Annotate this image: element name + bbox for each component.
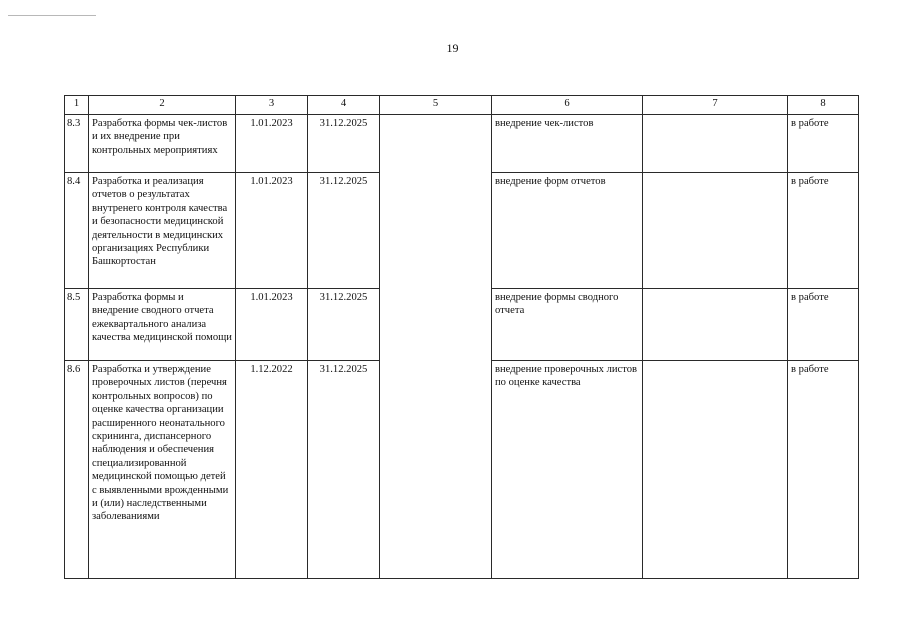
row-col7 [643, 289, 788, 361]
row-status: в работе [788, 115, 859, 173]
row-col7 [643, 173, 788, 289]
col-header-2: 2 [89, 96, 236, 115]
row-start-date: 1.01.2023 [236, 115, 308, 173]
row-result: внедрение формы сводного отчета [492, 289, 643, 361]
row-number: 8.4 [65, 173, 89, 289]
row-number: 8.5 [65, 289, 89, 361]
row-status: в работе [788, 289, 859, 361]
row-end-date: 31.12.2025 [308, 115, 380, 173]
plan-table [64, 95, 859, 579]
row-name: Разработка и утверждение проверочных листов (перечня контрольных вопросов) по оценке качества организации расширенного неонатального скрининга, диспансерного наблюдения и обеспечения специализированной медицинской помощью детей с выявленными врожденными и (или) наследственными заболеваниями [89, 361, 236, 579]
col5-merged-cell [380, 115, 492, 579]
header-rule [8, 15, 96, 16]
row-number: 8.6 [65, 361, 89, 579]
row-status: в работе [788, 361, 859, 579]
col-header-6: 6 [492, 96, 643, 115]
row-number: 8.3 [65, 115, 89, 173]
row-start-date: 1.01.2023 [236, 289, 308, 361]
row-end-date: 31.12.2025 [308, 361, 380, 579]
row-status: в работе [788, 173, 859, 289]
col-header-4: 4 [308, 96, 380, 115]
row-result: внедрение проверочных листов по оценке качества [492, 361, 643, 579]
row-col7 [643, 361, 788, 579]
table-row [65, 115, 859, 173]
row-result: внедрение форм отчетов [492, 173, 643, 289]
row-name: Разработка формы чек-листов и их внедрение при контрольных мероприятиях [89, 115, 236, 173]
col-header-1: 1 [65, 96, 89, 115]
row-result: внедрение чек-листов [492, 115, 643, 173]
col-header-8: 8 [788, 96, 859, 115]
col-header-7: 7 [643, 96, 788, 115]
col-header-5: 5 [380, 96, 492, 115]
row-end-date: 31.12.2025 [308, 289, 380, 361]
row-col7 [643, 115, 788, 173]
row-end-date: 31.12.2025 [308, 173, 380, 289]
row-start-date: 1.01.2023 [236, 173, 308, 289]
row-start-date: 1.12.2022 [236, 361, 308, 579]
page-number: 19 [446, 41, 459, 55]
row-name: Разработка формы и внедрение сводного отчета ежеквартального анализа качества медицинской помощи [89, 289, 236, 361]
col-header-3: 3 [236, 96, 308, 115]
row-name: Разработка и реализация отчетов о результатах внутренего контроля качества и безопасности медицинской деятельности в медицинских организациях Республики Башкортостан [89, 173, 236, 289]
header-row [65, 96, 859, 115]
